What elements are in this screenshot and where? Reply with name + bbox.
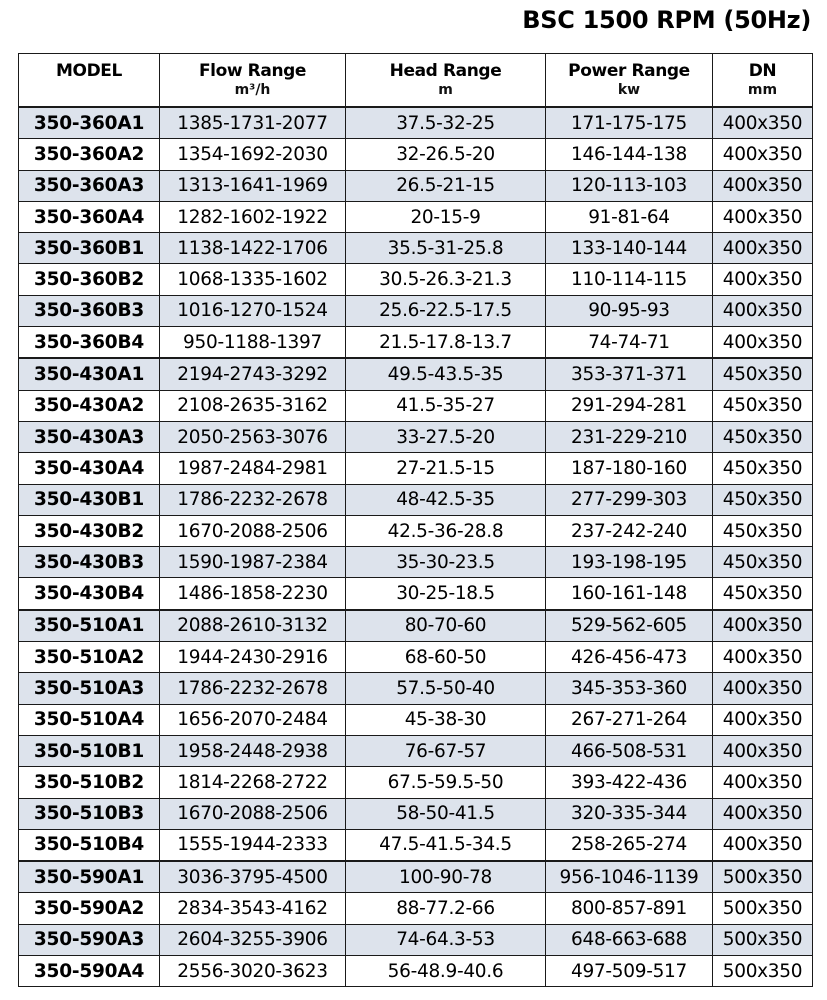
head-range-cell: 30-25-18.5: [346, 578, 546, 610]
model-cell: 350-360A4: [19, 201, 160, 232]
dn-cell: 450x350: [713, 578, 813, 610]
dn-cell: 450x350: [713, 484, 813, 515]
dn-cell: 400x350: [713, 610, 813, 642]
table-row: [19, 829, 813, 861]
head-range-cell: 26.5-21-15: [346, 170, 546, 201]
power-range-cell: 497-509-517: [546, 956, 713, 987]
flow-range-cell: 1555-1944-2333: [160, 829, 346, 861]
table-row: [19, 673, 813, 704]
table-row: [19, 924, 813, 955]
dn-cell: 400x350: [713, 139, 813, 170]
model-cell: 350-590A3: [19, 924, 160, 955]
power-range-cell: 267-271-264: [546, 704, 713, 735]
head-range-cell: 42.5-36-28.8: [346, 515, 546, 546]
power-range-cell: 648-663-688: [546, 924, 713, 955]
flow-range-cell: 1486-1858-2230: [160, 578, 346, 610]
power-range-cell: 160-161-148: [546, 578, 713, 610]
flow-range-cell: 1016-1270-1524: [160, 295, 346, 326]
power-range-cell: 74-74-71: [546, 327, 713, 359]
model-cell: 350-430B3: [19, 547, 160, 578]
flow-range-cell: 1786-2232-2678: [160, 484, 346, 515]
model-cell: 350-510B2: [19, 767, 160, 798]
dn-cell: 500x350: [713, 861, 813, 893]
model-cell: 350-510A2: [19, 642, 160, 673]
head-range-cell: 25.6-22.5-17.5: [346, 295, 546, 326]
head-range-cell: 45-38-30: [346, 704, 546, 735]
power-range-cell: 133-140-144: [546, 233, 713, 264]
power-range-cell: 800-857-891: [546, 893, 713, 924]
power-range-cell: 320-335-344: [546, 798, 713, 829]
table-row: [19, 735, 813, 766]
head-range-cell: 100-90-78: [346, 861, 546, 893]
flow-range-cell: 2088-2610-3132: [160, 610, 346, 642]
model-cell: 350-360B4: [19, 327, 160, 359]
model-cell: 350-430B2: [19, 515, 160, 546]
flow-range-cell: 1786-2232-2678: [160, 673, 346, 704]
power-range-cell: 393-422-436: [546, 767, 713, 798]
table-row: [19, 767, 813, 798]
dn-cell: 400x350: [713, 233, 813, 264]
column-header-power-range: [546, 54, 713, 108]
power-range-cell: 466-508-531: [546, 735, 713, 766]
dn-cell: 400x350: [713, 829, 813, 861]
power-range-cell: 146-144-138: [546, 139, 713, 170]
model-cell: 350-510B3: [19, 798, 160, 829]
power-range-cell: 171-175-175: [546, 107, 713, 139]
table-row: [19, 484, 813, 515]
column-header-head-range: [346, 54, 546, 108]
head-range-cell: 67.5-59.5-50: [346, 767, 546, 798]
dn-cell: 400x350: [713, 327, 813, 359]
head-range-cell: 88-77.2-66: [346, 893, 546, 924]
page-title: BSC 1500 RPM (50Hz): [522, 6, 811, 34]
flow-range-cell: 1590-1987-2384: [160, 547, 346, 578]
table-row: [19, 421, 813, 452]
table-row: [19, 170, 813, 201]
table-row: [19, 107, 813, 139]
model-cell: 350-360A2: [19, 139, 160, 170]
power-range-cell: 258-265-274: [546, 829, 713, 861]
table-row: [19, 515, 813, 546]
table-row: [19, 201, 813, 232]
power-range-cell: 90-95-93: [546, 295, 713, 326]
flow-range-cell: 1313-1641-1969: [160, 170, 346, 201]
model-cell: 350-360A3: [19, 170, 160, 201]
table-row: [19, 798, 813, 829]
head-range-cell: 32-26.5-20: [346, 139, 546, 170]
flow-range-cell: 1670-2088-2506: [160, 515, 346, 546]
table-row: [19, 264, 813, 295]
dn-cell: 450x350: [713, 547, 813, 578]
column-header-label: DN: [748, 61, 777, 81]
flow-range-cell: 3036-3795-4500: [160, 861, 346, 893]
column-header-dn: [713, 54, 813, 108]
head-range-cell: 30.5-26.3-21.3: [346, 264, 546, 295]
head-range-cell: 33-27.5-20: [346, 421, 546, 452]
table-row: [19, 893, 813, 924]
dn-cell: 450x350: [713, 515, 813, 546]
dn-cell: 450x350: [713, 390, 813, 421]
column-header-model: [19, 54, 160, 108]
dn-cell: 400x350: [713, 673, 813, 704]
power-range-cell: 231-229-210: [546, 421, 713, 452]
power-range-cell: 426-456-473: [546, 642, 713, 673]
head-range-cell: 56-48.9-40.6: [346, 956, 546, 987]
model-cell: 350-510B1: [19, 735, 160, 766]
head-range-cell: 27-21.5-15: [346, 453, 546, 484]
model-cell: 350-360B2: [19, 264, 160, 295]
power-range-cell: 120-113-103: [546, 170, 713, 201]
dn-cell: 450x350: [713, 358, 813, 390]
column-header-unit: m³/h: [234, 82, 271, 98]
column-header-unit: kw: [617, 82, 641, 98]
table-row: [19, 642, 813, 673]
power-range-cell: 91-81-64: [546, 201, 713, 232]
flow-range-cell: 1944-2430-2916: [160, 642, 346, 673]
model-cell: 350-590A4: [19, 956, 160, 987]
head-range-cell: 37.5-32-25: [346, 107, 546, 139]
table-row: [19, 139, 813, 170]
head-range-cell: 68-60-50: [346, 642, 546, 673]
model-cell: 350-510B4: [19, 829, 160, 861]
dn-cell: 400x350: [713, 295, 813, 326]
table-row: [19, 861, 813, 893]
flow-range-cell: 1385-1731-2077: [160, 107, 346, 139]
power-range-cell: 187-180-160: [546, 453, 713, 484]
flow-range-cell: 1354-1692-2030: [160, 139, 346, 170]
head-range-cell: 47.5-41.5-34.5: [346, 829, 546, 861]
column-header-unit: m: [438, 82, 453, 98]
table-row: [19, 453, 813, 484]
model-cell: 350-430A3: [19, 421, 160, 452]
power-range-cell: 956-1046-1139: [546, 861, 713, 893]
flow-range-cell: 2108-2635-3162: [160, 390, 346, 421]
flow-range-cell: 1138-1422-1706: [160, 233, 346, 264]
head-range-cell: 58-50-41.5: [346, 798, 546, 829]
head-range-cell: 41.5-35-27: [346, 390, 546, 421]
table-body: [19, 107, 813, 987]
flow-range-cell: 2194-2743-3292: [160, 358, 346, 390]
power-range-cell: 110-114-115: [546, 264, 713, 295]
model-cell: 350-430B1: [19, 484, 160, 515]
dn-cell: 400x350: [713, 735, 813, 766]
flow-range-cell: 1814-2268-2722: [160, 767, 346, 798]
model-cell: 350-510A4: [19, 704, 160, 735]
dn-cell: 400x350: [713, 201, 813, 232]
flow-range-cell: 2834-3543-4162: [160, 893, 346, 924]
dn-cell: 500x350: [713, 924, 813, 955]
flow-range-cell: 1987-2484-2981: [160, 453, 346, 484]
column-header-label: Head Range: [389, 61, 502, 81]
table-row: [19, 578, 813, 610]
model-cell: 350-360A1: [19, 107, 160, 139]
dn-cell: 400x350: [713, 642, 813, 673]
flow-range-cell: 2604-3255-3906: [160, 924, 346, 955]
dn-cell: 450x350: [713, 421, 813, 452]
dn-cell: 400x350: [713, 704, 813, 735]
model-cell: 350-590A1: [19, 861, 160, 893]
model-cell: 350-360B3: [19, 295, 160, 326]
head-range-cell: 76-67-57: [346, 735, 546, 766]
flow-range-cell: 1958-2448-2938: [160, 735, 346, 766]
power-range-cell: 237-242-240: [546, 515, 713, 546]
model-cell: 350-430A1: [19, 358, 160, 390]
power-range-cell: 529-562-605: [546, 610, 713, 642]
flow-range-cell: 1670-2088-2506: [160, 798, 346, 829]
model-cell: 350-510A1: [19, 610, 160, 642]
head-range-cell: 20-15-9: [346, 201, 546, 232]
header-row: [19, 54, 813, 108]
dn-cell: 500x350: [713, 893, 813, 924]
pump-spec-table: [18, 53, 813, 987]
power-range-cell: 291-294-281: [546, 390, 713, 421]
head-range-cell: 48-42.5-35: [346, 484, 546, 515]
table-row: [19, 704, 813, 735]
power-range-cell: 345-353-360: [546, 673, 713, 704]
column-header-label: Power Range: [568, 61, 690, 81]
head-range-cell: 74-64.3-53: [346, 924, 546, 955]
dn-cell: 500x350: [713, 956, 813, 987]
head-range-cell: 35-30-23.5: [346, 547, 546, 578]
head-range-cell: 49.5-43.5-35: [346, 358, 546, 390]
model-cell: 350-510A3: [19, 673, 160, 704]
power-range-cell: 193-198-195: [546, 547, 713, 578]
head-range-cell: 80-70-60: [346, 610, 546, 642]
column-header-unit: mm: [747, 82, 778, 98]
flow-range-cell: 1068-1335-1602: [160, 264, 346, 295]
flow-range-cell: 2050-2563-3076: [160, 421, 346, 452]
table-row: [19, 547, 813, 578]
model-cell: 350-430B4: [19, 578, 160, 610]
flow-range-cell: 1656-2070-2484: [160, 704, 346, 735]
flow-range-cell: 950-1188-1397: [160, 327, 346, 359]
dn-cell: 400x350: [713, 798, 813, 829]
power-range-cell: 277-299-303: [546, 484, 713, 515]
column-header-label: MODEL: [56, 61, 122, 81]
table-row: [19, 390, 813, 421]
table-row: [19, 956, 813, 987]
flow-range-cell: 1282-1602-1922: [160, 201, 346, 232]
dn-cell: 400x350: [713, 107, 813, 139]
table-row: [19, 327, 813, 359]
flow-range-cell: 2556-3020-3623: [160, 956, 346, 987]
power-range-cell: 353-371-371: [546, 358, 713, 390]
column-header-unit: [19, 81, 159, 99]
table-row: [19, 358, 813, 390]
column-header-flow-range: [160, 54, 346, 108]
head-range-cell: 57.5-50-40: [346, 673, 546, 704]
model-cell: 350-430A2: [19, 390, 160, 421]
table-row: [19, 295, 813, 326]
table-row: [19, 233, 813, 264]
model-cell: 350-590A2: [19, 893, 160, 924]
column-header-label: Flow Range: [198, 61, 307, 81]
table-row: [19, 610, 813, 642]
head-range-cell: 21.5-17.8-13.7: [346, 327, 546, 359]
head-range-cell: 35.5-31-25.8: [346, 233, 546, 264]
dn-cell: 400x350: [713, 170, 813, 201]
dn-cell: 400x350: [713, 264, 813, 295]
model-cell: 350-430A4: [19, 453, 160, 484]
dn-cell: 450x350: [713, 453, 813, 484]
model-cell: 350-360B1: [19, 233, 160, 264]
dn-cell: 400x350: [713, 767, 813, 798]
